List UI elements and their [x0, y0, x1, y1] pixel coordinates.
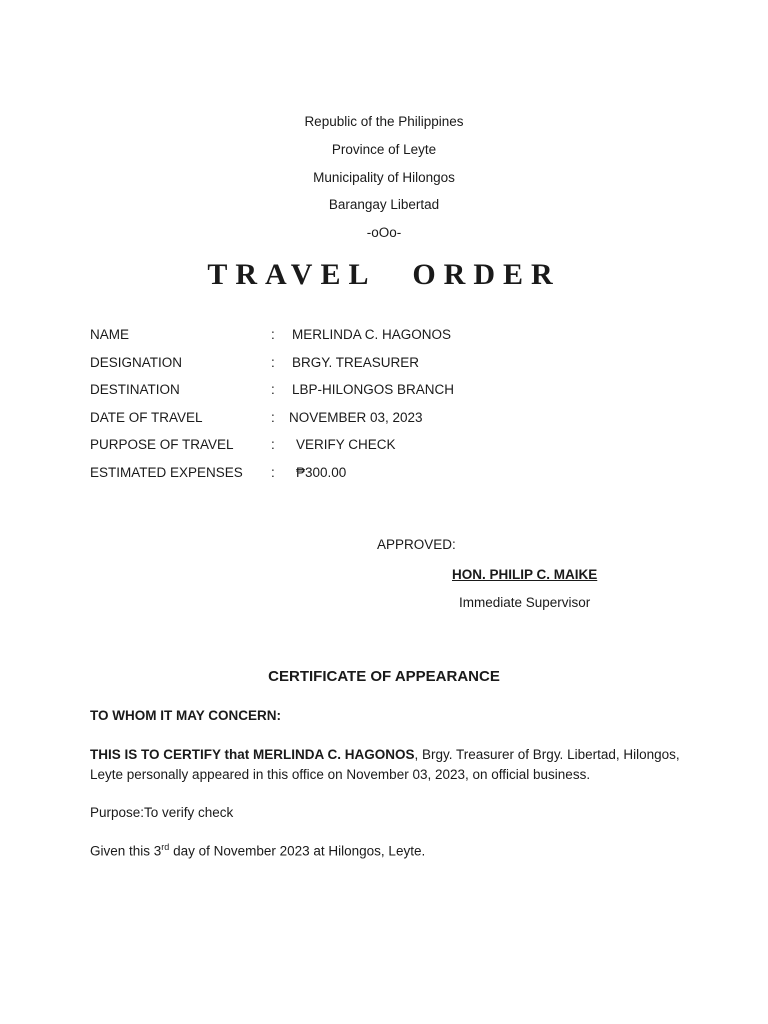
field-label: DESTINATION [90, 382, 180, 397]
field-value: MERLINDA C. HAGONOS [292, 327, 452, 342]
certificate-given-line [90, 842, 425, 859]
certificate-purpose: Purpose:To verify check [90, 805, 234, 820]
given-suffix: day of November 2023 at Hilongos, Leyte. [169, 843, 426, 859]
field-label: PURPOSE OF TRAVEL [90, 437, 234, 452]
field-value: ₱300.00 [296, 465, 347, 480]
field-label: DESIGNATION [90, 355, 183, 370]
field-value: LBP-HILONGOS BRANCH [292, 382, 455, 397]
field-destination-row [90, 382, 690, 402]
header-republic: Republic of the Philippines [304, 114, 464, 129]
given-prefix: Given this 3 [90, 843, 162, 859]
field-label: ESTIMATED EXPENSES [90, 465, 243, 480]
certificate-body [90, 745, 680, 785]
field-label: NAME [90, 327, 130, 342]
field-name-row [90, 327, 690, 347]
certificate-body-bold: THIS IS TO CERTIFY that MERLINDA C. HAGONOS [90, 747, 415, 762]
approved-label: APPROVED: [377, 537, 456, 552]
field-expenses-row [90, 465, 690, 485]
field-colon: : [271, 355, 275, 370]
field-colon: : [271, 410, 275, 425]
field-colon: : [271, 465, 275, 480]
certificate-title: CERTIFICATE OF APPEARANCE [268, 668, 500, 685]
field-value: VERIFY CHECK [296, 437, 396, 452]
given-ordinal-suffix: rd [161, 842, 170, 852]
header-municipality: Municipality of Hilongos [313, 170, 455, 185]
field-date-row [90, 410, 690, 430]
signatory-title: Immediate Supervisor [459, 595, 591, 610]
certificate-salutation: TO WHOM IT MAY CONCERN: [90, 708, 282, 723]
field-value: NOVEMBER 03, 2023 [289, 410, 423, 425]
field-colon: : [271, 327, 275, 342]
header-province: Province of Leyte [331, 142, 437, 157]
field-value: BRGY. TREASURER [292, 355, 420, 370]
certificate-body-text: , Brgy. Treasurer of Brgy. Libertad, Hilongos, Leyte personally appeared in this office on November 03, 2023, on official business. [90, 747, 680, 782]
field-colon: : [271, 437, 275, 452]
field-purpose-row [90, 437, 690, 457]
field-colon: : [271, 382, 275, 397]
header-separator: -oOo- [366, 225, 402, 240]
field-label: DATE OF TRAVEL [90, 410, 203, 425]
document-title: TRAVEL ORDER [207, 258, 561, 291]
signatory-name: HON. PHILIP C. MAIKE [452, 567, 598, 582]
header-barangay: Barangay Libertad [328, 197, 440, 212]
field-designation-row [90, 355, 690, 375]
